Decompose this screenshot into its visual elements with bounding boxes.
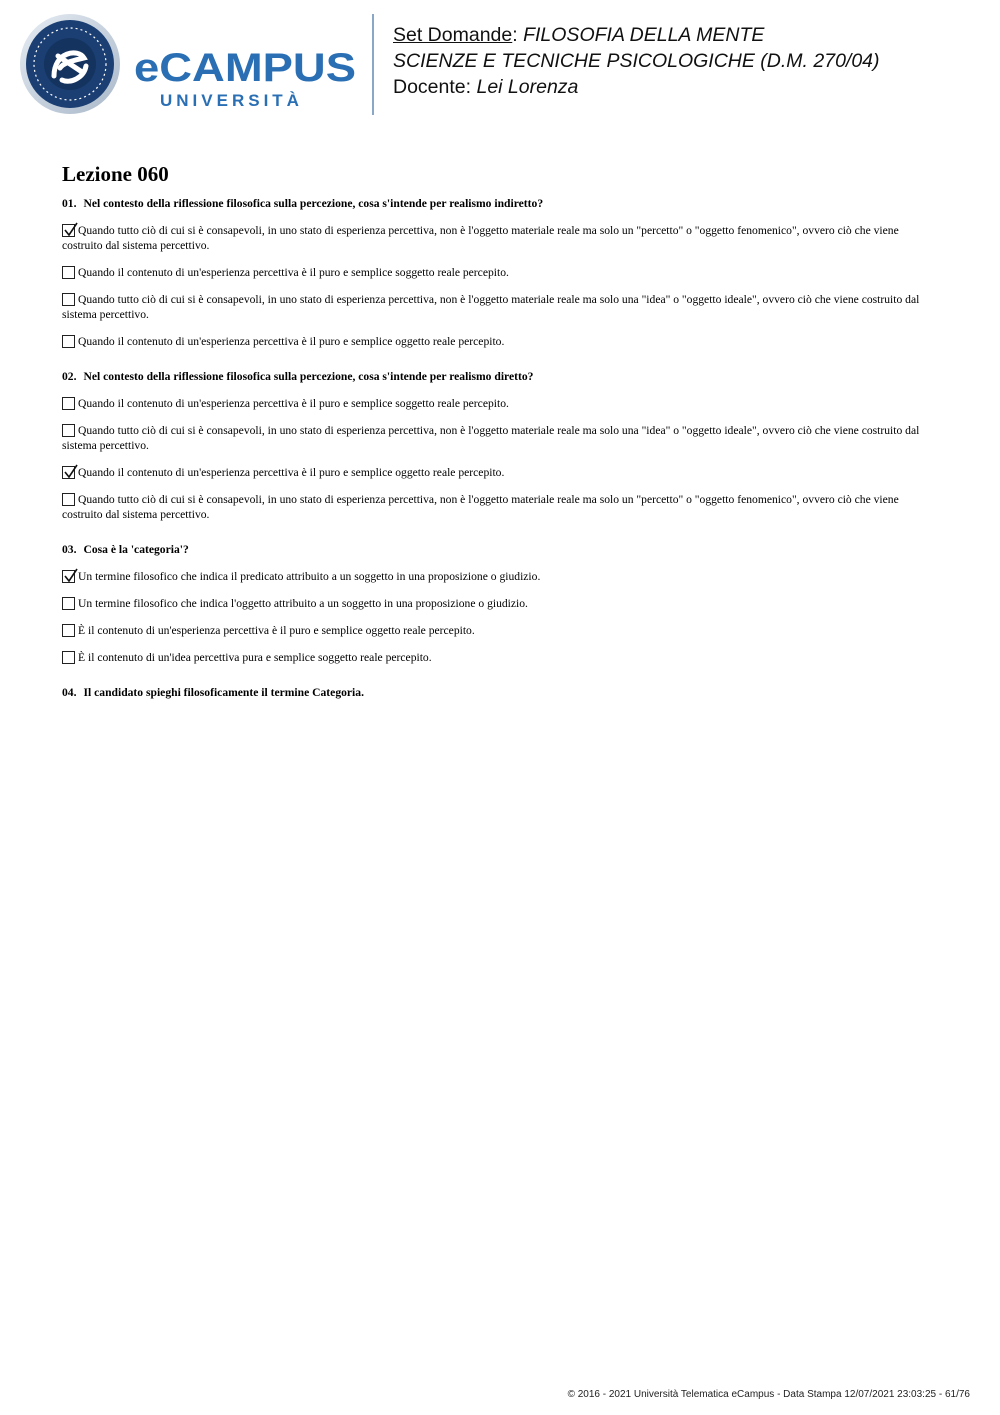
checkbox[interactable] (62, 266, 75, 279)
question-number: 03. (62, 543, 77, 556)
answer-text: Un termine filosofico che indica l'oggetto attribuito a un soggetto in una proposizione o giudizio. (78, 597, 528, 610)
question-label: Cosa è la 'categoria'? (83, 543, 189, 556)
brand-subtitle: UNIVERSITÀ (160, 91, 303, 110)
answer-text: Quando tutto ciò di cui si è consapevoli, in uno stato di esperienza percettiva, non è l'oggetto materiale reale ma solo un "percetto" o "oggetto fenomenico", ovvero ciò che viene costruito dal sistema percettivo. (62, 493, 899, 521)
answer-option (62, 334, 938, 349)
teacher-label: Docente: (393, 76, 472, 98)
answer-option (62, 465, 938, 480)
answer-text: Quando il contenuto di un'esperienza percettiva è il puro e semplice soggetto reale percepito. (78, 397, 509, 410)
set-value: FILOSOFIA DELLA MENTE (523, 24, 765, 46)
teacher-line (393, 74, 880, 100)
question-text (62, 685, 938, 701)
checkbox[interactable] (62, 335, 75, 348)
checkbox[interactable] (62, 397, 75, 410)
header-divider (372, 14, 374, 115)
answer-text: È il contenuto di un'idea percettiva pura e semplice soggetto reale percepito. (78, 651, 432, 664)
answer-option (62, 569, 938, 584)
question-text (62, 369, 938, 385)
checkmark-icon (62, 567, 79, 584)
answer-text: Quando il contenuto di un'esperienza percettiva è il puro e semplice soggetto reale percepito. (78, 266, 509, 279)
question-number: 04. (62, 686, 77, 699)
question-text (62, 542, 938, 558)
checkmark-icon (62, 463, 79, 480)
answer-text: Quando il contenuto di un'esperienza percettiva è il puro e semplice oggetto reale percepito. (78, 466, 505, 479)
answer-option (62, 292, 938, 322)
question-label: Il candidato spieghi filosoficamente il termine Categoria. (83, 686, 364, 699)
question-text (62, 196, 938, 212)
question-4 (62, 685, 938, 701)
page-header (0, 0, 1000, 130)
checkmark-icon (62, 221, 79, 238)
header-info (393, 22, 880, 100)
question-3 (62, 542, 938, 665)
answer-text: Quando tutto ciò di cui si è consapevoli, in uno stato di esperienza percettiva, non è l'oggetto materiale reale ma solo un "percetto" o "oggetto fenomenico", ovvero ciò che viene costruito dal sistema percettivo. (62, 224, 899, 252)
course-line (393, 48, 880, 74)
question-list (62, 196, 938, 721)
answer-text: È il contenuto di un'esperienza percettiva è il puro e semplice oggetto reale percepito. (78, 624, 475, 637)
course-name: SCIENZE E TECNICHE PSICOLOGICHE (D.M. 270/04) (393, 50, 880, 72)
question-number: 02. (62, 370, 77, 383)
answer-option (62, 650, 938, 665)
checkbox-checked[interactable] (62, 466, 75, 479)
teacher-name: Lei Lorenza (476, 76, 579, 98)
ecampus-seal-icon (20, 14, 120, 114)
question-number: 01. (62, 197, 77, 210)
checkbox[interactable] (62, 424, 75, 437)
lesson-title: Lezione 060 (62, 162, 169, 186)
answer-text: Quando tutto ciò di cui si è consapevoli, in uno stato di esperienza percettiva, non è l'oggetto materiale reale ma solo una "idea" o "oggetto ideale", ovvero ciò che viene costruito dal sistema percettivo. (62, 293, 920, 321)
set-line: Set Domande: FILOSOFIA DELLA MENTE (393, 24, 765, 46)
question-1 (62, 196, 938, 349)
question-2 (62, 369, 938, 522)
checkbox-checked[interactable] (62, 224, 75, 237)
answer-text: Quando tutto ciò di cui si è consapevoli, in uno stato di esperienza percettiva, non è l'oggetto materiale reale ma solo una "idea" o "oggetto ideale", ovvero ciò che viene costruito dal sistema percettivo. (62, 424, 920, 452)
set-label: Set Domande (393, 24, 513, 46)
answer-text: Un termine filosofico che indica il predicato attribuito a un soggetto in una proposizione o giudizio. (78, 570, 541, 583)
checkbox[interactable] (62, 597, 75, 610)
answer-option (62, 223, 938, 253)
ecampus-logo (14, 14, 359, 114)
answer-option (62, 265, 938, 280)
answer-option (62, 492, 938, 522)
question-label: Nel contesto della riflessione filosofica sulla percezione, cosa s'intende per realismo indiretto? (83, 197, 544, 210)
brand-name: eCAMPUS (134, 46, 356, 90)
answer-option (62, 423, 938, 453)
answer-option (62, 396, 938, 411)
checkbox[interactable] (62, 493, 75, 506)
answer-text: Quando il contenuto di un'esperienza percettiva è il puro e semplice oggetto reale percepito. (78, 335, 505, 348)
checkbox-checked[interactable] (62, 570, 75, 583)
page-footer: © 2016 - 2021 Università Telematica eCampus - Data Stampa 12/07/2021 23:03:25 - 61/76 (567, 1389, 970, 1400)
answer-option (62, 596, 938, 611)
answer-option (62, 623, 938, 638)
checkbox[interactable] (62, 624, 75, 637)
question-label: Nel contesto della riflessione filosofica sulla percezione, cosa s'intende per realismo diretto? (83, 370, 534, 383)
checkbox[interactable] (62, 293, 75, 306)
checkbox[interactable] (62, 651, 75, 664)
